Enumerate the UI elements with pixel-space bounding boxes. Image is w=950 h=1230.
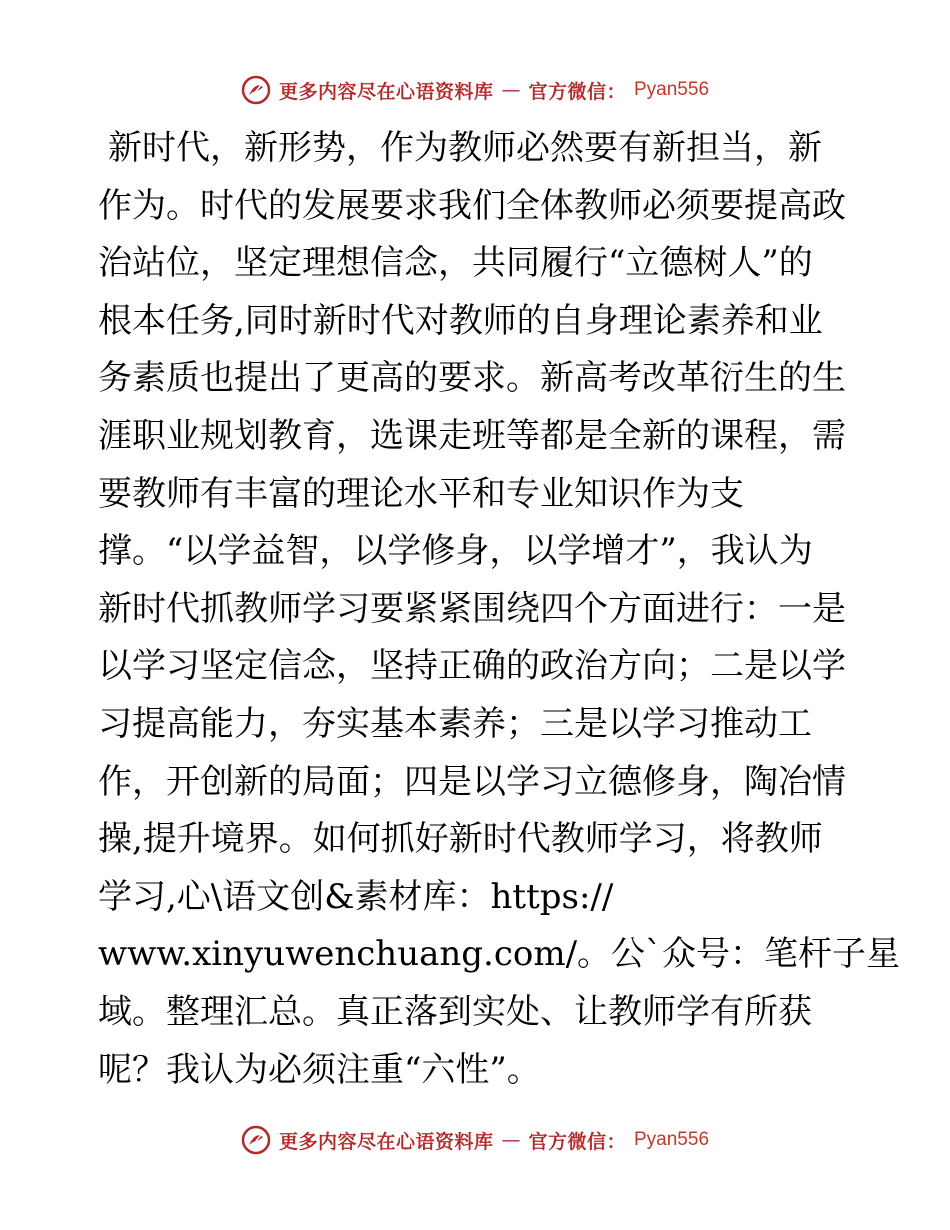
body-line: 习提高能力，夯实基本素养；三是以学习推动工 (98, 703, 812, 744)
body-line: 务素质也提出了更高的要求。新高考改革衍生的生 (98, 358, 846, 399)
logo-icon (241, 75, 271, 105)
body-line: 根本任务,同时新时代对教师的自身理论素养和业 (98, 300, 823, 341)
body-line: 呢？我认为必须注重“六性”。 (98, 1049, 541, 1090)
body-line: 新时代抓教师学习要紧紧围绕四个方面进行：一是 (98, 588, 846, 629)
header-wechat-label: 官方微信： (528, 80, 626, 103)
body-line: 操,提升境界。如何抓好新时代教师学习，将教师 (98, 819, 823, 860)
logo-icon (241, 1125, 271, 1155)
body-line: 学习,心\语文创&素材库：https:// (98, 876, 614, 917)
body-line: 要教师有丰富的理论水平和专业知识作为支 (98, 473, 744, 514)
footer-banner-text: 更多内容尽在心语资料库 (278, 1130, 494, 1153)
body-line: 新时代，新形势，作为教师必然要有新担当，新 (108, 128, 822, 168)
header-banner (0, 70, 950, 110)
footer-banner-dash: — (501, 1129, 521, 1151)
footer-banner (0, 1120, 950, 1160)
body-line: 治站位，坚定理想信念，共同履行“立德树人”的 (98, 243, 813, 284)
body-line: 以学习坚定信念，坚持正确的政治方向；二是以学 (98, 646, 846, 687)
body-line: 域。整理汇总。真正落到实处、让教师学有所获 (98, 991, 812, 1032)
footer-wechat-label: 官方微信： (528, 1130, 626, 1153)
header-wechat-id: Pyan556 (634, 79, 710, 100)
body-line: 作，开创新的局面；四是以学习立德修身，陶冶情 (98, 761, 846, 802)
header-banner-dash: — (501, 79, 521, 101)
body-line: 涯职业规划教育，选课走班等都是全新的课程，需 (98, 415, 846, 456)
body-line: www.xinyuwenchuang.com/。公`众号：笔杆子星 (98, 934, 901, 975)
body-line: 作为。时代的发展要求我们全体教师必须要提高政 (98, 185, 846, 226)
body-line: 撑。“以学益智，以学修身，以学增才”，我认为 (98, 531, 813, 572)
footer-wechat-id: Pyan556 (634, 1129, 710, 1150)
document-body (98, 120, 901, 1099)
header-banner-text: 更多内容尽在心语资料库 (278, 80, 494, 103)
